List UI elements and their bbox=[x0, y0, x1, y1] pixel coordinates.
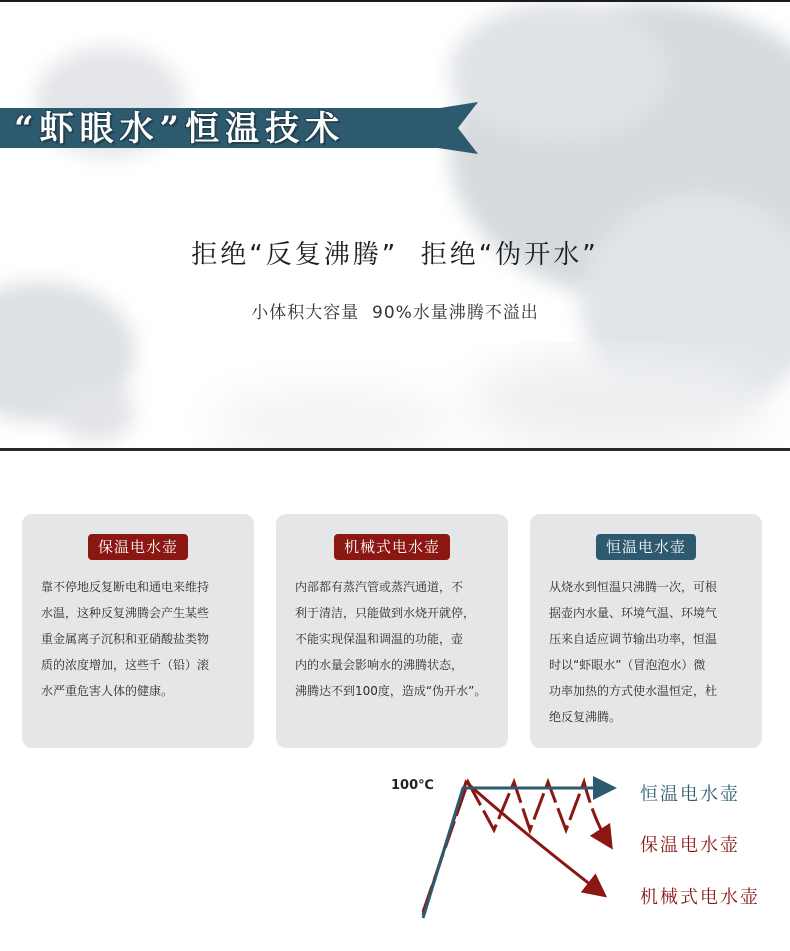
banner-title: “虾眼水”恒温技术 bbox=[14, 109, 346, 149]
card-text-line: 水严重危害人体的健康。 bbox=[41, 684, 174, 698]
card-text-line: 不能实现保温和调温的功能，壶 bbox=[295, 632, 464, 646]
card-text-line: 内的水量会影响水的沸腾状态， bbox=[295, 658, 464, 672]
card-constant-temp-kettle bbox=[530, 514, 762, 748]
temperature-label: 100℃ bbox=[391, 778, 434, 793]
card-keep-warm-kettle bbox=[22, 514, 254, 748]
constant-temp-kettle-curve bbox=[423, 788, 608, 918]
card-text-line: 水温，这种反复沸腾会产生某些 bbox=[41, 606, 210, 620]
legend-mechanical-kettle: 机械式电水壶 bbox=[640, 887, 760, 908]
card-text-line: 靠不停地反复断电和通电来维持 bbox=[41, 580, 210, 594]
card-description bbox=[295, 574, 492, 704]
card-text-line: 利于清洁，只能做到水烧开就停， bbox=[295, 606, 476, 620]
card-text-line: 重金属离子沉积和亚硝酸盐类物 bbox=[41, 632, 210, 646]
card-mechanical-kettle bbox=[276, 514, 508, 748]
section-divider bbox=[0, 448, 790, 451]
hero-heading: 拒绝“反复沸腾” 拒绝“伪开水” bbox=[191, 240, 599, 270]
card-description bbox=[41, 574, 238, 704]
mechanical-kettle-curve bbox=[423, 782, 600, 915]
temperature-diagram bbox=[380, 760, 630, 920]
card-text-line: 绝反复沸腾。 bbox=[549, 710, 622, 724]
hero-section bbox=[0, 2, 790, 448]
card-title-badge: 保温电水壶 bbox=[88, 534, 188, 560]
card-description bbox=[549, 574, 746, 730]
card-text-line: 质的浓度增加，这些千（铅）滚 bbox=[41, 658, 210, 672]
card-title-badge: 机械式电水壶 bbox=[334, 534, 450, 560]
hero-subheading: 小体积大容量 90%水量沸腾不溢出 bbox=[251, 303, 539, 323]
ink-wash-background bbox=[0, 2, 790, 448]
card-text-line: 压来自适应调节输出功率，恒温 bbox=[549, 632, 718, 646]
card-text-line: 内部都有蒸汽管或蒸汽通道，不 bbox=[295, 580, 464, 594]
legend-keep-warm-kettle: 保温电水壶 bbox=[640, 835, 740, 856]
card-text-line: 时以“虾眼水”（冒泡泡水）微 bbox=[549, 658, 706, 672]
card-text-line: 据壶内水量、环境气温、环境气 bbox=[549, 606, 718, 620]
card-text-line: 从烧水到恒温只沸腾一次，可根 bbox=[549, 580, 718, 594]
card-text-line: 沸腾达不到100度，造成“伪开水”。 bbox=[295, 684, 487, 698]
legend-constant-temp-kettle: 恒温电水壶 bbox=[640, 784, 740, 805]
card-title-badge: 恒温电水壶 bbox=[596, 534, 696, 560]
keep-warm-kettle-curve bbox=[423, 782, 608, 912]
card-text-line: 功率加热的方式使水温恒定，杜 bbox=[549, 684, 718, 698]
